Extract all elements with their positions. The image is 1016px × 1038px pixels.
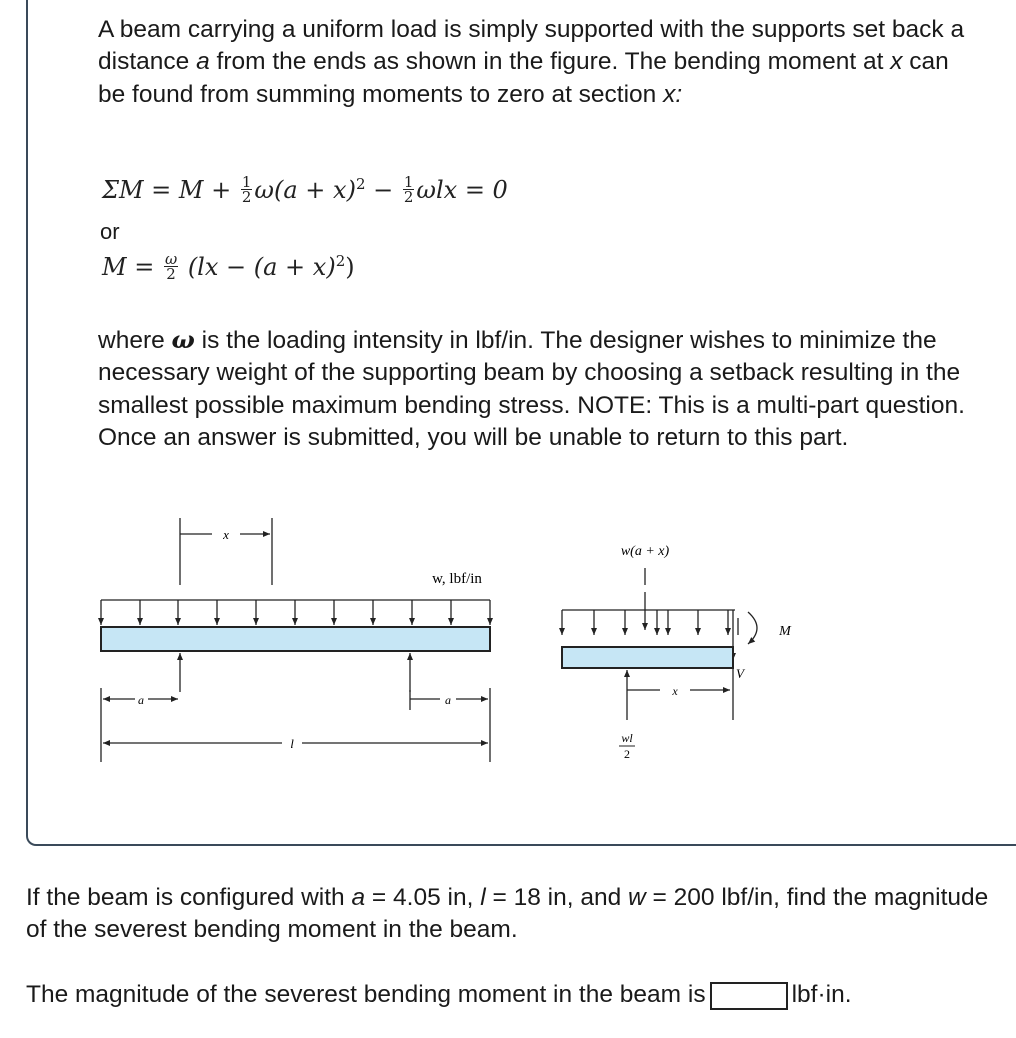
eq1-lhs: ΣM (102, 175, 144, 204)
text-segment: = 18 in, and (485, 884, 629, 911)
eq2-lhs: M (102, 252, 127, 281)
text-segment: can be found from summing moments to zero at section (98, 48, 949, 108)
eq2-equals: = (126, 252, 162, 281)
answer-unit: lbf·in. (791, 981, 852, 1008)
label-reaction-den: 2 (624, 747, 630, 761)
eq1-half-fraction: $\frac{1}{2}$ (241, 173, 252, 206)
eq1-m: M + (178, 175, 239, 204)
answer-line (26, 979, 1001, 1011)
problem-intro (98, 14, 968, 111)
text-segment: a (196, 48, 210, 76)
text-segment: is the loading intensity in lbf/in. The designer wishes to minimize the necessary weight of the supporting beam by choosing a setback resulting in the smallest possible maximum bending stress. NOTE: This is a multi-part question. Once an answer is submitted, you will be unable to return to this part. (98, 327, 965, 451)
eq2-close: ) (345, 252, 355, 281)
question-text (26, 882, 1001, 946)
label-a-left: a (138, 693, 144, 707)
text-segment: If the beam is configured with (26, 884, 352, 911)
text-segment: a (351, 884, 366, 911)
eq1-square: 2 (355, 175, 366, 193)
problem-description (98, 324, 968, 454)
text-segment: x (890, 48, 903, 76)
text-segment: where (98, 327, 172, 354)
label-a-right: a (445, 693, 451, 707)
text-segment: l (480, 884, 486, 911)
moment-equation-1 (102, 175, 508, 204)
eq1-end: ωlx = 0 (416, 175, 508, 204)
label-reaction-num: wl (621, 731, 633, 745)
eq1-minus: − (365, 175, 401, 204)
text-segment: : (675, 80, 683, 108)
label-moment: M (779, 624, 791, 639)
eq1-equals: = (143, 175, 179, 204)
label-l: l (290, 736, 294, 751)
eq1-mid: ω(a + x) (254, 175, 356, 204)
answer-prompt: The magnitude of the severest bending moment in the beam is (26, 981, 706, 1008)
text-segment: A beam carrying a uniform load is simply supported with the supports set back a distance (98, 16, 965, 76)
text-segment: ω (171, 325, 195, 354)
text-segment: w (628, 884, 646, 911)
eq1-half-fraction-2: $\frac{1}{2}$ (403, 173, 414, 206)
or-label: or (100, 219, 120, 244)
beam-figure (0, 510, 1016, 810)
text-segment: x (663, 80, 676, 108)
answer-input[interactable] (710, 982, 788, 1010)
label-load: w, lbf/in (432, 571, 482, 587)
eq2-fraction: $\frac{\omega}{2}$ (164, 250, 178, 283)
text-segment: from the ends as shown in the figure. The bending moment at (209, 48, 891, 76)
eq2-square: 2 (335, 252, 346, 270)
text-segment: = 4.05 in, (365, 884, 481, 911)
label-resultant: w(a + x) (620, 544, 670, 559)
eq2-body: (lx − (a + x) (180, 252, 336, 281)
moment-equation-2 (102, 252, 355, 281)
label-x-right: x (672, 684, 678, 698)
section-beam (562, 647, 733, 668)
text-segment: = 200 lbf/in, find the magnitude of the severest bending moment in the beam. (26, 884, 989, 943)
label-shear: V (736, 666, 744, 681)
label-x-left: x (223, 527, 229, 542)
main-beam (101, 627, 490, 651)
